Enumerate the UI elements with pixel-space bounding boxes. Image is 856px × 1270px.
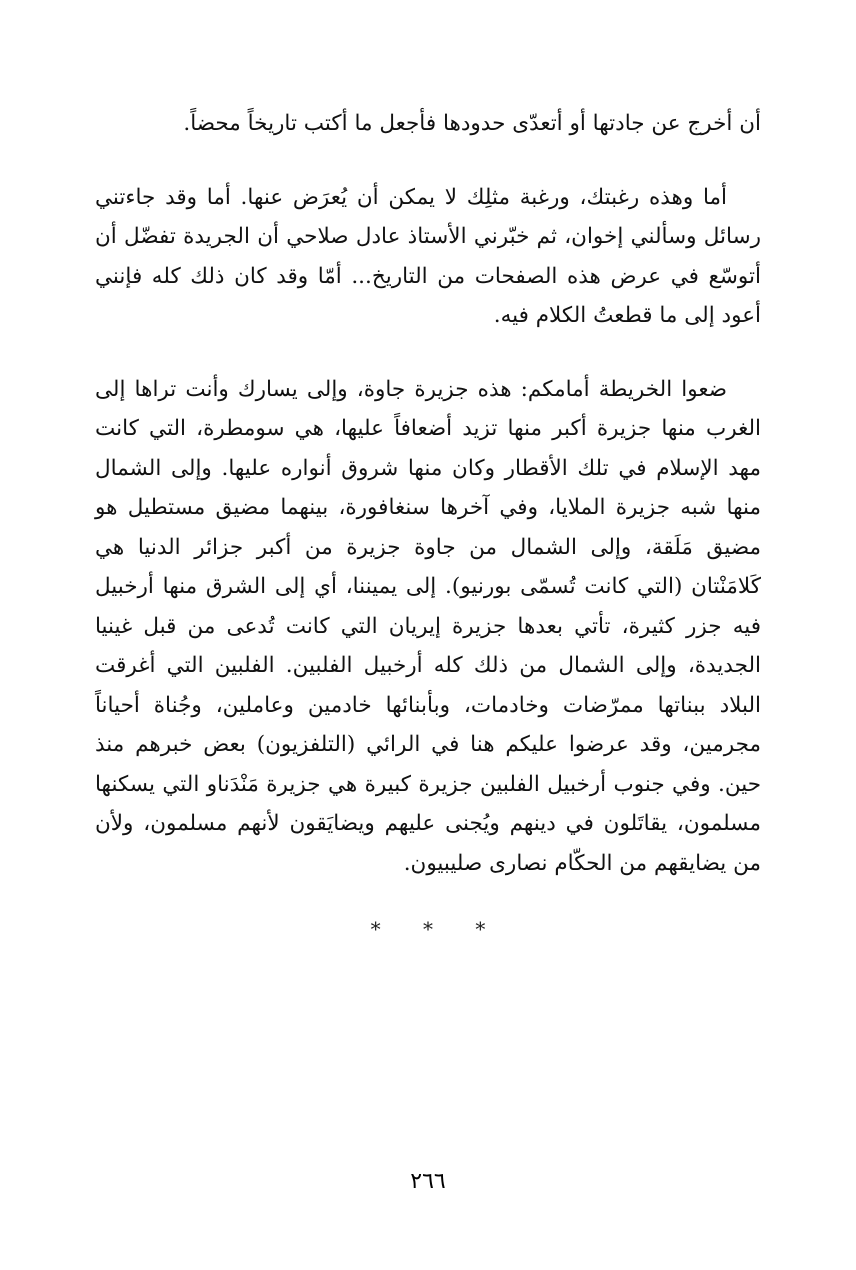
paragraph-2: أما وهذه رغبتك، ورغبة مثلِك لا يمكن أن يُعرَض عنها. أما وقد جاءتني رسائل وسألني إخوان، ثم خبّرني الأستاذ عادل صلاحي أن الجريدة تفضّل أن أتوسّع في عرض هذه الصفحات من التاريخ... أمّا وقد كان ذلك كله فإنني أعود إلى ما قطعتُ الكلام فيه. xyxy=(95,184,761,328)
paragraph-3: ضعوا الخريطة أمامكم: هذه جزيرة جاوة، وإلى يسارك وأنت تراها إلى الغرب منها جزيرة أكبر منها تزيد أضعافاً عليها، هي سومطرة، التي كانت مهد الإسلام في تلك الأقطار وكان منها شروق أنواره عليها. وإلى الشمال منها شبه جزيرة الملايا، وفي آخرها سنغافورة، بينهما مضيق مستطيل هو مضيق مَلَقة، وإلى الشمال من جاوة جزيرة من أكبر جزائر الدنيا هي كَلامَنْتان (التي كانت تُسمّى بورنيو). إلى يميننا، أي إلى الشرق منها أرخبيل فيه جزر كثيرة، تأتي بعدها جزيرة إيريان التي كانت تُدعى من قبل غينيا الجديدة، وإلى الشمال من ذلك كله أرخبيل الفلبين. الفلبين التي أغرقت البلاد ببناتها ممرّضات وخادمات، وبأبنائها خادمين وعاملين، وجُناة أحياناً مجرمين، وقد عرضوا عليكم هنا في الرائي (التلفزيون) بعض خبرهم منذ حين. وفي جنوب أرخبيل الفلبين جزيرة كبيرة هي جزيرة مَنْدَناو التي يسكنها مسلمون، يقاتَلون في دينهم ويُجنى عليهم ويضايَقون لأنهم مسلمون، ولأن من يضايقهم من الحكّام نصارى صليبيون. xyxy=(95,376,761,876)
section-divider: * * * xyxy=(370,917,504,941)
paragraph-1: أن أخرج عن جادتها أو أتعدّى حدودها فأجعل ما أكتب تاريخاً محضاً. xyxy=(183,111,761,136)
page-number: ٢٦٦ xyxy=(410,1168,446,1193)
